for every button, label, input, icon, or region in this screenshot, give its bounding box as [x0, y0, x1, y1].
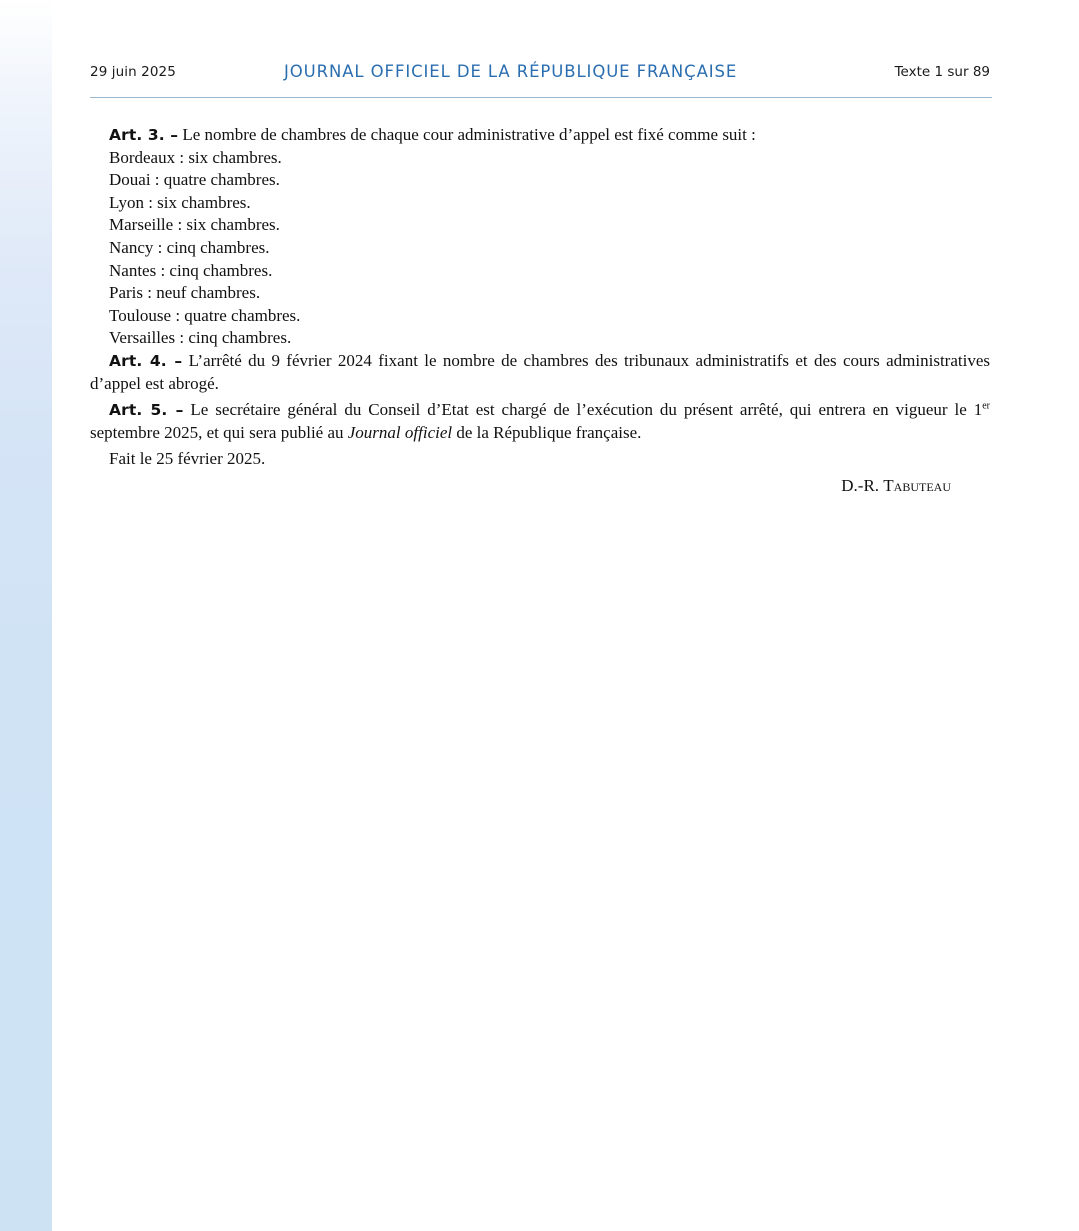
- closing-date-line: Fait le 25 février 2025.: [109, 449, 266, 469]
- header-title: JOURNAL OFFICIEL DE LA RÉPUBLIQUE FRANÇAISE: [284, 62, 738, 81]
- article-5-label: Art. 5. –: [109, 401, 184, 420]
- signature-surname: Tabuteau: [883, 475, 951, 495]
- article-5-text-2: septembre 2025, et qui sera publié au: [90, 422, 348, 442]
- header-page-number: Texte 1 sur 89: [894, 64, 990, 80]
- court-item-marseille: Marseille : six chambres.: [109, 215, 280, 235]
- article-4-label: Art. 4. –: [109, 351, 183, 370]
- court-item-versailles: Versailles : cinq chambres.: [109, 328, 292, 348]
- signature-initials: D.-R.: [841, 475, 884, 495]
- court-item-douai: Douai : quatre chambres.: [109, 170, 280, 190]
- ordinal-superscript: er: [982, 400, 990, 412]
- page-header: [90, 60, 990, 86]
- page-top: [52, 0, 1079, 52]
- article-4: [90, 350, 990, 395]
- header-date: 29 juin 2025: [90, 64, 176, 80]
- side-margin-strip: [0, 0, 52, 1231]
- journal-officiel-italic: Journal officiel: [347, 422, 453, 442]
- document-body: [90, 124, 990, 498]
- article-5: [90, 399, 990, 444]
- article-5-text-1: Le secrétaire général du Conseil d’Etat est chargé de l’exécution du présent arrêté, qui entrera en vigueur le 1: [183, 400, 983, 420]
- article-4-text: L’arrêté du 9 février 2024 fixant le nombre de chambres des tribunaux administratifs et des cours administratives d’appel est abrogé.: [90, 350, 990, 393]
- court-item-toulouse: Toulouse : quatre chambres.: [109, 305, 301, 325]
- court-item-nancy: Nancy : cinq chambres.: [109, 237, 270, 257]
- court-item-paris: Paris : neuf chambres.: [109, 283, 261, 303]
- header-divider: [90, 97, 992, 98]
- court-item-nantes: Nantes : cinq chambres.: [109, 260, 273, 280]
- signature: [90, 475, 951, 498]
- court-item-lyon: Lyon : six chambres.: [109, 192, 251, 212]
- court-item-bordeaux: Bordeaux : six chambres.: [109, 147, 282, 167]
- article-3-text: Le nombre de chambres de chaque cour administrative d’appel est fixé comme suit :: [178, 125, 756, 144]
- article-3-label: Art. 3. –: [109, 126, 179, 144]
- article-3-intro: [90, 124, 990, 147]
- article-5-text-3: de la République française.: [452, 422, 642, 442]
